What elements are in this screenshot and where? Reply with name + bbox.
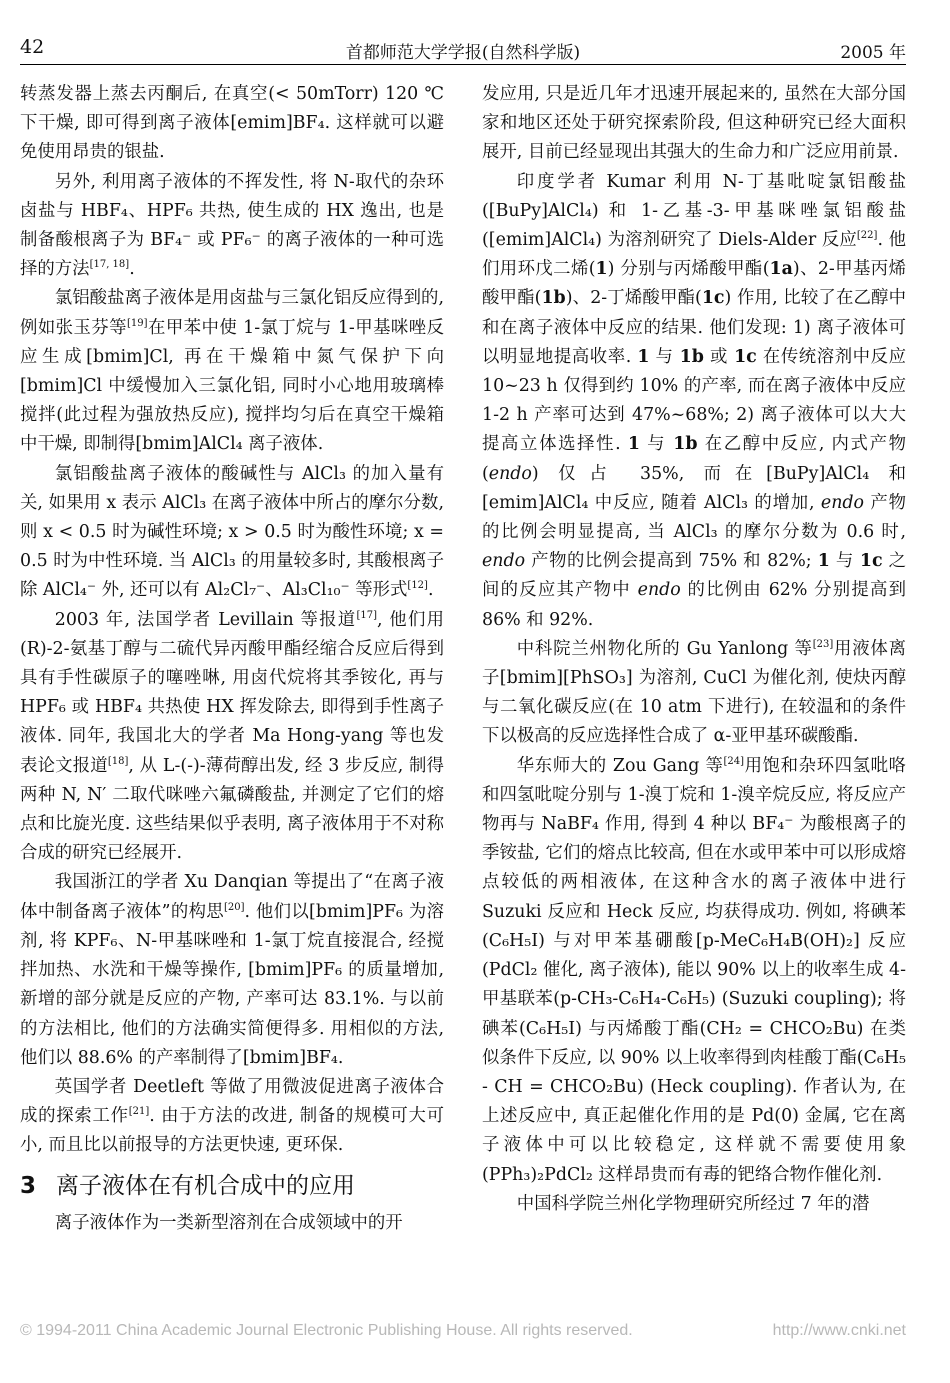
section-heading [20,1169,444,1203]
paragraph-r2: 印度学者 Kumar 利用 N-丁基吡啶氯铝酸盐([BuPy]AlCl₄) 和 1-乙基-3-甲基咪唑氯铝酸盐([emim]AlCl₄) 为溶剂研究了 Diels-Alder 反应[22]. 他们用环戊二烯(1) 分别与丙烯酸甲酯(1a)、2-甲基丙烯酸甲酯(1b)、2-丁烯酸甲酯(1c) 作用, 比较了在乙醇中和在离子液体中反应的结果. 他们发现: 1) 离子液体可以明显地提高收率. 1 与 1b 或 1c 在传统溶剂中反应 10~23 h 仅得到约 10% 的产率, 而在离子液体中反应 1-2 h 产率可达到 47%~68%; 2) 离子液体可以大大提高立体选择性. 1 与 1b 在乙醇中反应, 内式产物(endo) 仅占 35%, 而在[BuPy]AlCl₄ 和 [emim]AlCl₄ 中反应, 随着 AlCl₃ 的增加, endo 产物的比例会明显提高, 当 AlCl₃ 的摩尔分数为 0.6 时, endo 产物的比例会提高到 75% 和 82%; 1 与 1c 之间的反应其产物中 endo 的比例由 62% 分别提高到 86% 和 92%. [482,171,907,630]
paragraph-7: 英国学者 Deetleft 等做了用微波促进离子液体合成的探索工作[21]. 由于方法的改进, 制备的规模可大可小, 而且比以前报导的方法更快速, 更环保. [20,1076,444,1156]
citation: [17] [356,609,377,621]
paragraph-r3: 中科院兰州物化所的 Gu Yanlong 等[23]用液体离子[bmim][PhSO₃] 为溶剂, CuCl 为催化剂, 使炔丙醇与二氧化碳反应(在 10 atm 下进行), 在较温和的条件下以极高的反应选择性合成了 α-亚甲基环碳酸酯. [482,638,906,747]
citation: [12] [407,580,428,592]
copyright-footer [20,1322,906,1340]
paragraph-2: 另外, 利用离子液体的不挥发性, 将 N-取代的杂环卤盐与 HBF₄、HPF₆ 共热, 使生成的 HX 逸出, 也是制备酸根离子为 BF₄⁻ 或 PF₆⁻ 的离子液体的一种可选择的方法[17, 18]. [20,171,444,280]
citation: [17, 18] [89,259,130,271]
citation: [19] [127,317,148,329]
running-header [20,34,906,65]
paragraph-r4: 华东师大的 Zou Gang 等[24]用饱和杂环四氢吡咯和四氢吡啶分别与 1-溴丁烷和 1-溴辛烷反应, 将反应产物再与 NaBF₄ 作用, 得到 4 种以 BF₄⁻ 为酸根离子的季铵盐, 它们的熔点比较高, 但在水或甲苯中可以形成熔点较低的两相液体, 在这种含水的离子液体中进行 Suzuki 反应和 Heck 反应, 均获得成功. 例如, 将碘苯(C₆H₅I) 与对甲苯基硼酸[p-MeC₆H₄B(OH)₂] 反应(PdCl₂ 催化, 离子液体), 能以 90% 以上的收率生成 4-甲基联苯(p-CH₃-C₆H₄-C₆H₅) (Suzuki coupling); 将碘苯(C₆H₅I) 与丙烯酸丁酯(CH₂ = CHCO₂Bu) 在类似条件下反应, 以 90% 以上收率得到肉桂酸丁酯(C₆H₅ - CH = CHCO₂Bu) (Heck coupling). 作者认为, 在上述反应中, 真正起催化作用的是 Pd(0) 金属, 它在离子液体中可以比较稳定, 这样就不需要使用象(PPh₃)₂PdCl₂ 这样昂贵而有毒的钯络合物作催化剂. [482,755,906,1185]
paragraph-r1: 发应用, 只是近几年才迅速开展起来的, 虽然在大部分国家和地区还处于研究探索阶段, 但这种研究已经大面积展开, 目前已经显现出其强大的生命力和广泛应用前景. [482,84,906,163]
copyright-text: © 1994-2011 China Academic Journal Electronic Publishing House. All rights reserved. [20,1322,633,1339]
publication-year: 2005 年 [840,43,906,63]
page-number: 42 [20,36,45,58]
right-column [482,80,906,1219]
paragraph-r5: 中国科学院兰州化学物理研究所经过 7 年的潜 [516,1193,870,1214]
citation: [22] [856,230,878,242]
left-column [20,80,444,1238]
section-number: 3 [20,1172,37,1199]
site-url: http://www.cnki.net [772,1322,906,1339]
citation: [18] [107,755,129,767]
citation: [20] [224,901,245,913]
paragraph-6: 我国浙江的学者 Xu Danqian 等提出了“在离子液体中制备离子液体”的构思[20]. 他们以[bmim]PF₆ 为溶剂, 将 KPF₆、N-甲基咪唑和 1-氯丁烷直接混合, 经搅拌加热、水洗和干燥等操作, [bmim]PF₆ 的质量增加, 新增的部分就是反应的产物, 产率可达 83.1%. 与以前的方法相比, 他们的方法确实简便得多. 用相似的方法, 他们以 88.6% 的产率制得了[bmim]BF₄. [20,872,444,1068]
paragraph-5: 2003 年, 法国学者 Levillain 等报道[17], 他们用(R)-2-氨基丁醇与二硫代异丙酸甲酯经缩合反应后得到具有手性碳原子的噻唑啉, 用卤代烷将其季铵化, 再与 HPF₆ 或 HBF₄ 共热使 HX 挥发除去, 即得到手性离子液体. 同年, 我国北大的学者 Ma Hong-yang 等也发表论文报道[18], 从 L-(-)-薄荷醇出发, 经 3 步反应, 制得两种 N, N′ 二取代咪唑六氟磷酸盐, 并测定了它们的熔点和比旋光度. 这些结果似乎表明, 离子液体用于不对称合成的研究已经展开. [20,609,444,864]
paragraph-8: 离子液体作为一类新型溶剂在合成领域中的开 [54,1212,403,1233]
paragraph-1: 转蒸发器上蒸去丙酮后, 在真空(< 50mTorr) 120 ℃下干燥, 即可得到离子液体[emim]BF₄. 这样就可以避免使用昂贵的银盐. [20,84,444,163]
citation: [23] [812,639,834,651]
citation: [24] [723,755,745,767]
paragraph-4: 氯铝酸盐离子液体的酸碱性与 AlCl₃ 的加入量有关, 如果用 x 表示 AlCl₃ 在离子液体中所占的摩尔分数, 则 x < 0.5 时为碱性环境; x > 0.5 时为酸性环境; x = 0.5 时为中性环境. 当 AlCl₃ 的用量较多时, 其酸根离子除 AlCl₄⁻ 外, 还可以有 Al₂Cl₇⁻、Al₃Cl₁₀⁻ 等形式[12]. [20,463,444,601]
paragraph-3: 氯铝酸盐离子液体是用卤盐与三氯化铝反应得到的, 例如张玉芬等[19]在甲苯中使 1-氯丁烷与 1-甲基咪唑反应生成[bmim]Cl, 再在干燥箱中氮气保护下向[bmim]Cl 中缓慢加入三氯化铝, 同时小心地用玻璃棒搅拌(此过程为强放热反应), 搅拌均匀后在真空干燥箱中干燥, 即制得[bmim]AlCl₄ 离子液体. [20,288,444,455]
journal-title: 首都师范大学学报(自然科学版) [345,43,581,63]
section-title: 离子液体在有机合成中的应用 [56,1172,356,1199]
citation: [21] [128,1106,150,1118]
